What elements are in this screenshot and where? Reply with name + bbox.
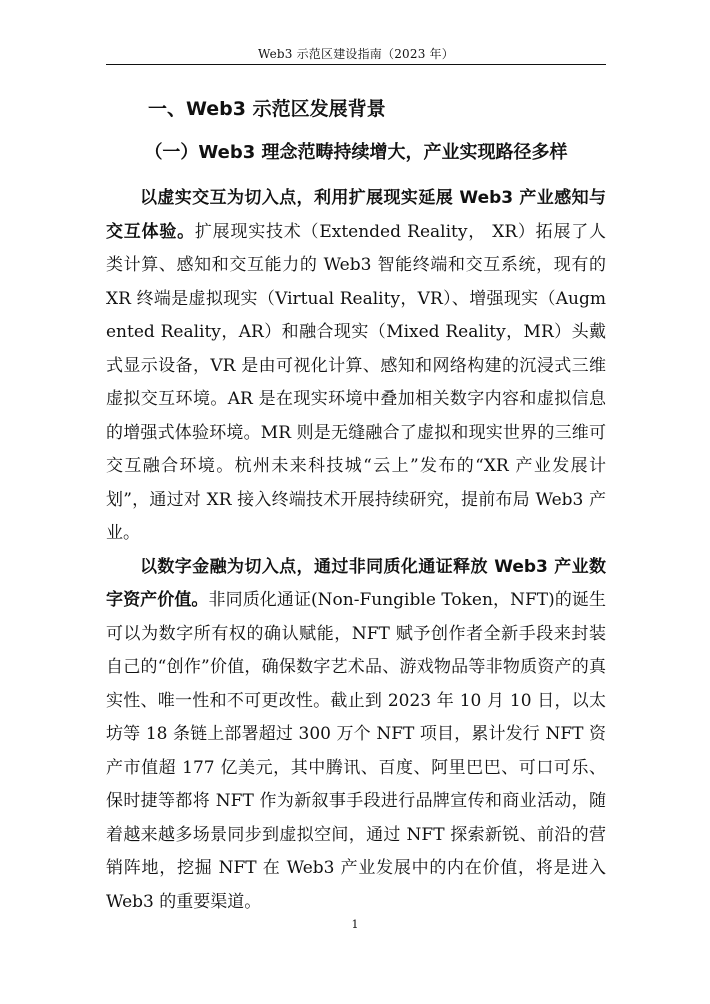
paragraph-nft bbox=[106, 551, 606, 920]
document-body bbox=[106, 90, 606, 919]
section-heading: 一、Web3 示范区发展背景 bbox=[148, 98, 386, 120]
paragraph-body: 非同质化通证(Non-Fungible Token，NFT)的诞生可以为数字所有权的确认赋能，NFT 赋予创作者全新手段来封装自己的“创作”价值，确保数字艺术品、游戏物品等非物质资产的真实性、唯一性和不可更改性。截止到 2023 年 10 月 10 日，以太坊等 18 条链上部署超过 300 万个 NFT 项目，累计发行 NFT 资产市值超 177 亿美元，其中腾讯、百度、阿里巴巴、可口可乐、保时捷等都将 NFT 作为新叙事手段进行品牌宣传和商业活动，随着越来越多场景同步到虚拟空间，通过 NFT 探索新锐、前沿的营销阵地，挖掘 NFT 在 Web3 产业发展中的内在价值，将是进入 Web3 的重要渠道。 bbox=[106, 590, 607, 912]
paragraph-xr bbox=[106, 182, 606, 551]
running-header: Web3 示范区建设指南（2023 年） bbox=[258, 47, 454, 61]
page-number: 1 bbox=[351, 918, 359, 931]
header-divider bbox=[106, 64, 606, 65]
paragraph-lead: 以虚实交互为切入点，利用扩展现实延展 Web3 产业感知与交互体验。 bbox=[106, 188, 606, 242]
subsection-heading: （一）Web3 理念范畴持续增大，产业实现路径多样 bbox=[144, 142, 568, 163]
paragraph-body: 扩展现实技术（Extended Reality， XR）拓展了人类计算、感知和交互能力的 Web3 智能终端和交互系统，现有的 XR 终端是虚拟现实（Virtual Reality，VR）、增强现实（Augmented Reality，AR）和融合现实（Mixed Reality，MR）头戴式显示设备，VR 是由可视化计算、感知和网络构建的沉浸式三维虚拟交互环境。AR 是在现实环境中叠加相关数字内容和虚拟信息的增强式体验环境。MR 则是无缝融合了虚拟和现实世界的三维可交互融合环境。杭州未来科技城“云上”发布的“XR 产业发展计划”，通过对 XR 接入终端技术开展持续研究，提前布局 Web3 产业。 bbox=[106, 221, 606, 543]
paragraph-lead: 以数字金融为切入点，通过非同质化通证释放 Web3 产业数字资产价值。 bbox=[106, 556, 606, 610]
